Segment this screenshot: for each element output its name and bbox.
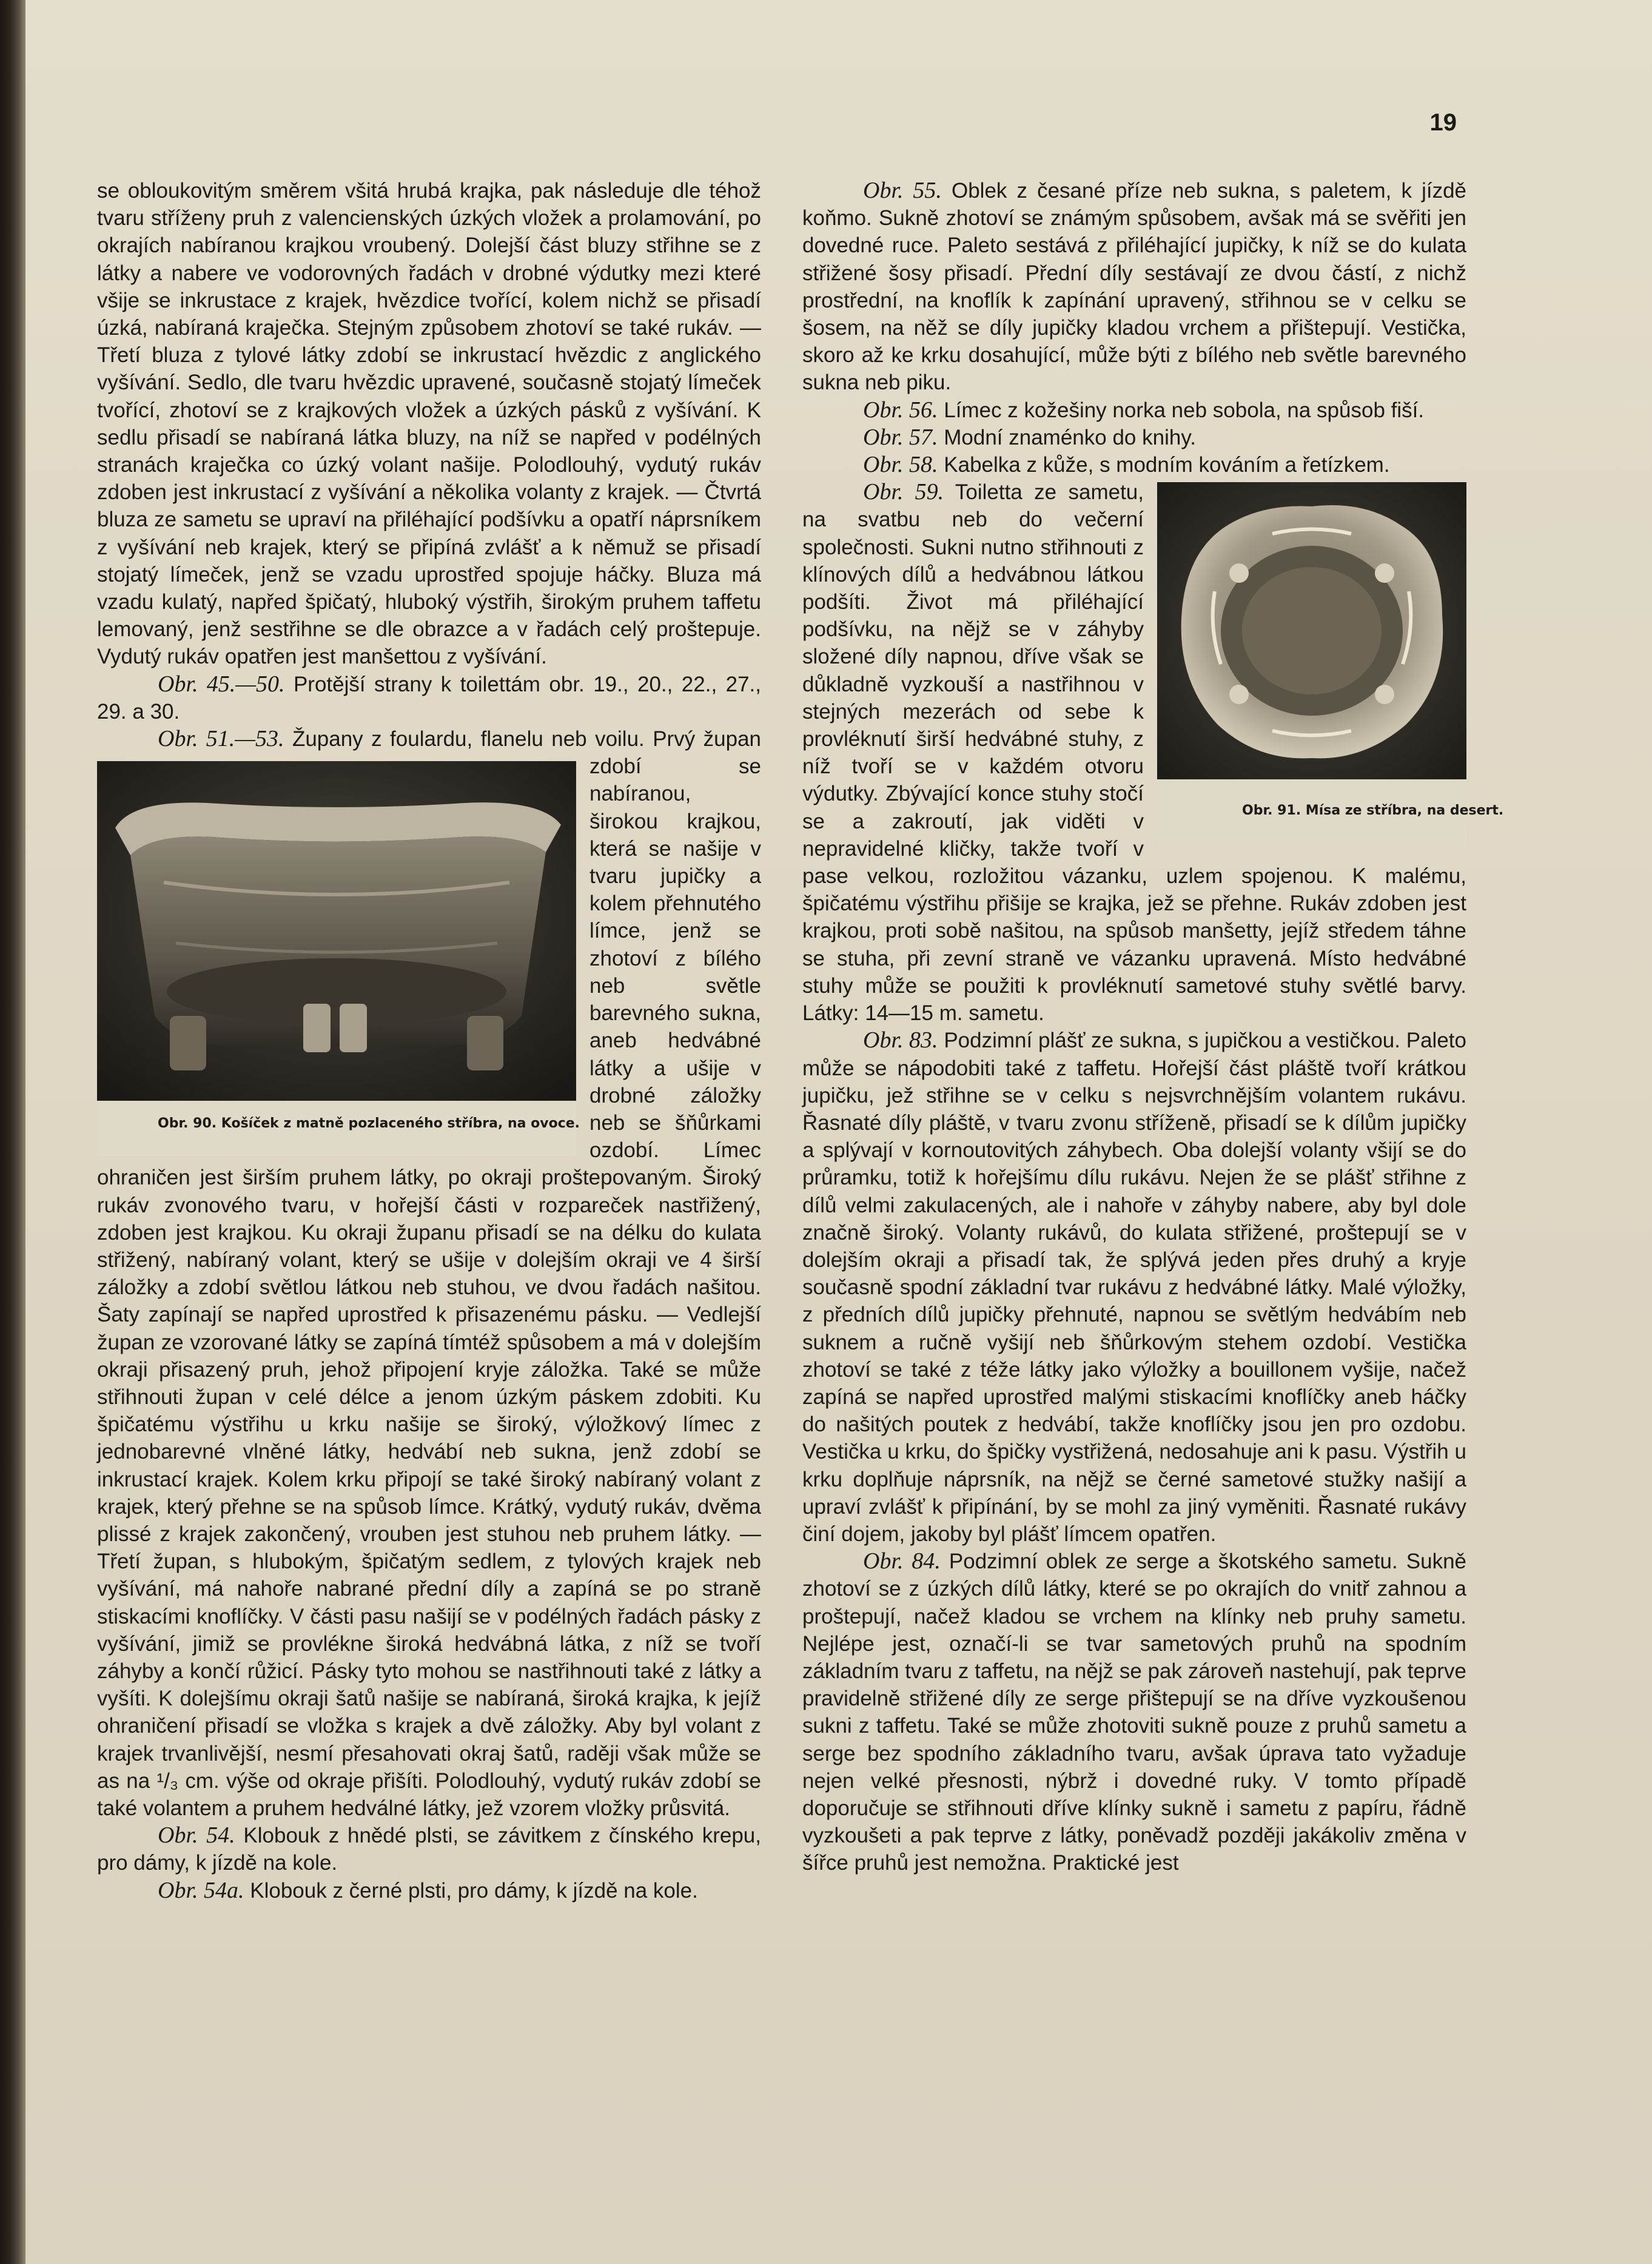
page (25, 0, 1652, 2264)
paragraph-obr-55: Obr. 55. Oblek z česané příze neb sukna, s paletem, k jízdě koňmo. Sukně zhotoví se známým spůsobem, avšak má se svěřiti jen dovedné ruce. Paleto sestává z přiléhající jupičky, k níž se do kulata střižené šosy přisadí. Přední díly sestávají ze dvou částí, z nichž prostřední, na knoflík k zapínání upravený, střihnou se v celku se šosem, na něž se díly jupičky kladou vrchem a přištepují. Vestička, skoro až ke krku dosahující, může býti z bílého neb světle barevného sukna neb piku. (802, 178, 1467, 395)
silver-fruit-basket-photo (97, 761, 576, 1101)
figure-reference: Obr. 83. (863, 1027, 938, 1053)
figure-reference: Obr. 54. (158, 1822, 235, 1849)
paragraph-obr-45-50: Obr. 45.—50. Protější strany k toilettám obr. 19., 20., 22., 27., 29. a 30. (97, 671, 761, 724)
paragraph-obr-84: Obr. 84. Podzimní oblek ze serge a škotského sametu. Sukně zhotoví se z úzkých dílů látky, které se po okrajích do vnitř zahnou a proštepují, načež kladou se vrchem na klínky neb pruhy sametu. Nejlépe jest, označí-li se tvar sametových pruhů na spodním základním tvaru z taffetu, na nějž se pak zároveň nastehují, pak teprve pravidelně střižené díly ze serge přištepují se na dříve vyzkoušenou sukni z taffetu. Také se může zhotoviti sukně pouze z pruhů sametu a serge bez spodního základního tvaru, avšak úprava tato vyžaduje nejen velké přesnosti, nýbrž i dovedné ruky. V tomto případě doporučuje se střihnouti dříve klínky sukně i sametu z papíru, řádně vyzkoušeti a pak teprve z látky, poněvadž později jakákoliv změna v šířce pruhů jest nemožna. Praktické jest (802, 1548, 1466, 1875)
paragraph-obr-56: Obr. 56. Límec z kožešiny norka neb sobola, na spůsob fiší. (863, 397, 1425, 423)
figure-reference: Obr. 54a. (158, 1877, 244, 1903)
right-column (802, 177, 1504, 1877)
paragraph-obr-54: Obr. 54. Klobouk z hnědé plsti, se závitkem z čínského krepu, pro dámy, k jízdě na kole. (97, 1822, 762, 1875)
paragraph-obr-54a: Obr. 54a. Klobouk z černé plsti, pro dámy, k jízdě na kole. (158, 1877, 698, 1903)
paragraph-obr-83: Obr. 83. Podzimní plášť ze sukna, s jupičkou a vestičkou. Paleto může se nápodobiti také z taffetu. Hořejší část pláště tvoří krátkou jupičku, jež střihne se v celku s nejsvrchnějším volantem rukávu. Řasnaté díly pláště, v tvaru zvonu stříženě, přisadí se k dílům jupičky a splývají v kornoutovitých záhybech. Oba dolejší volanty všijí se do průramku, totiž k hořejšímu dílu rukávu. Nejen že se plášť střihne z dílů velmi zakulacených, ale i nahoře v záhyby nabere, aby byl dole značně široký. Volanty rukávů, do kulata střižené, proštepují se v dolejším okraji a přisadí tak, že splývá jeden přes druhý a kryje současně spodní základní tvar rukávu z hedvábné látky. Malé výložky, z předních dílů jupičky přehnuté, napnou se světlým hedvábím neb suknem a ručně vyšijí neb šňůrkovým stehem ozdobí. Vestička zhotoví se také z téže látky jako výložky a bouillonem vyšije, načež zapíná se napřed uprostřed malými stiskacími knoflíčky aneb háčky do našitých poutek z hedvábí, takže knoflíčky jsou jen pro ozdobu. Vestička u krku, do špičky vystřižená, nedosahuje ani k pasu. Výstřih u krku doplňuje náprsník, na nějž se černé sametové stužky našijí a upraví zvlášť k připínání, by se mohl za jiný vyměniti. Řasnaté rukávy činí dojem, jakoby byl plášť límcem opatřen. (802, 1027, 1466, 1546)
figure-reference: Obr. 55. (863, 178, 942, 203)
figure-reference: Obr. 84. (863, 1548, 941, 1574)
left-column (97, 177, 761, 1904)
paragraph-obr-51-53: Obr. 51.—53. Obr. 90. Košíček z matně pozlaceného stříbra, na ovoce. Župany z foulardu, flanelu neb voilu. Prvý župan zdobí se nabíranou, širokou krajkou, která se našije v tvaru jupičky a kolem přehnutého límce, jenž se zhotoví z bílého neb světle barevného sukna, aneb hedvábné látky a ušije v drobné záložky neb se šňůrkami ozdobí. Límec ohraničen jest širším pruhem látky, po okraji proštepovaným. Široký rukáv zvonového tvaru, v hořejší části v rozpareček nastřižený, zdoben jest krajkou. Ku okraji županu přisadí se na délku do kulata střižený, nabíraný volant, který se ušije v dolejším okraji ve 4 širší záložky a zdobí světlou látkou neb stuhou, ve dvou řadách našitou. Šaty zapínají se napřed uprostřed k přisazenému pásku. — Vedlejší župan ze vzorované látky se zapíná tímtéž spůsobem a má v dolejším okraji přisazený pruh, jehož připojení kryje záložka. Také se může střihnouti župan v celé délce a jenom úzkým páskem zdobiti. Ku špičatému výstřihu u krku našije se široký, výložkový límec z jednobarevné vlněné látky, hedvábí neb sukna, jenž zdobí se inkrustací krajek. Kolem krku připojí se také široký nabíraný volant z krajek, který přehne se na spůsob límce. Krátký, vydutý rukáv, dvěma plissé z krajek zakončený, vrouben jest stuhou neb pruhem látky. — Třetí župan, s hlubokým, špičatým sedlem, z tylových krajek neb vyšívání, má nahoře nabrané přední díly a zapíná se po straně stiskacími knoflíčky. V části pasu našijí se v podélných řadách pásky z vyšívání, jimiž se provlékne široká hedvábná látka, z níž se tvoří záhyby a končí růžicí. Pásky tyto mohou se nastřihnouti také z látky a vyšíti. K dolejšímu okraji šatů našije se nabíraná, široká krajka, k jejíž ohraničení přisadí se vložka s krajek a dvě záložky. Aby byl volant z krajek trvanlivější, nesmí přesahovati okraj šatů, raději však může se as na ¹/₃ cm. výše od okraje přišíti. Polodlouhý, vydutý rukáv zdobí se také volantem a pruhem hedválné látky, jež vzorem vložky průsvitá. (97, 726, 761, 1820)
paragraph-obr-57: Obr. 57. Modní znaménko do knihy. (863, 424, 1196, 450)
figure-reference: Obr. 58. (863, 452, 938, 478)
page-number: 19 (1429, 109, 1457, 136)
book-binding-edge (0, 0, 25, 2264)
figure-90 (97, 761, 580, 1155)
figure-reference: Obr. 51.—53. (158, 726, 284, 752)
figure-90-caption: Obr. 90. Košíček z matně pozlaceného stříbra, na ovoce. (158, 1116, 580, 1132)
figure-91-caption: Obr. 91. Mísa ze stříbra, na desert. (1242, 803, 1504, 819)
paragraph-obr-59: Obr. 91. Mísa ze stříbra, na desert. Obr. 59. Toiletta ze sametu, na svatbu neb do večerní společnosti. Sukni nutno střihnouti z klínových dílů a hedvábnou látkou podšíti. Život má přiléhající podšívku, na nějž se v záhyby složené díly napnou, dříve však se důkladně vyzkouší a nastřihnou v stejných mezerách od sebe k provléknutí širší hedvábné stuhy, z níž tvoří se v každém otvoru výdutky. Zbývající konce stuhy stočí se a zakroutí, jak viděti v nepravidelné kličky, takže tvoří v pase velkou, rozložitou vázanku, uzlem spojenou. K malému, špičatému výstřihu přišije se krajka, jež se přehne. Rukáv zdoben jest krajkou, proti sobě našitou, na spůsob manšetty, jejíž středem táhne se stuha, při zevní straně ve vázanku upravená. Místo hedvábné stuhy může se použiti k provléknutí sametové stuhy světlé barvy. Látky: 14—15 m. sametu. (802, 479, 1504, 1026)
figure-reference: Obr. 45.—50. (158, 671, 285, 697)
figure-reference: Obr. 57. (863, 424, 938, 450)
figure-reference: Obr. 56. (863, 397, 938, 423)
silver-dessert-dish-photo (1157, 482, 1466, 779)
paragraph-blouse-continuation: se obloukovitým směrem všitá hrubá krajka, pak následuje dle téhož tvaru stříženy pruh z valencienských úzkých vložek a prolamování, po okrajích nabíranou krajkou vroubený. Dolejší část bluzy střihne se z látky a nabere ve vodorovných řadách v drobné výdutky mezi které všije se inkrustace z krajek, hvězdice tvořící, kolem nichž se přisadí úzká, nabíraná kraječka. Stejným způsobem zhotoví se také rukáv. — Třetí bluza z tylové látky zdobí se inkrustací hvězdic z anglického vyšívání. Sedlo, dle tvaru hvězdic upravené, současně stojatý límeček tvořící, zhotoví se z krajkových vložek a úzkých pásků z vyšívání. K sedlu přisadí se nabíraná látka bluzy, na níž se napřed v podélných stranách kraječka co úzký volant našije. Polodlouhý, vydutý rukáv zdoben jest inkrustací z vyšívání a několika volanty z krajek. — Čtvrtá bluza ze sametu se upraví na přiléhající podšívku a opatří náprsníkem z vyšívání neb krajek, který se připíná zvlášť a k němuž se přisadí stojatý límeček, jenž se vzadu uprostřed spojuje háčky. Bluza má vzadu kulatý, napřed špičatý, hluboký výstřih, širokým pruhem taffetu lemovaný, jenž sestřihne se dle obrazce a v řadách celý proštepuje. Vydutý rukáv opatřen jest manšettou z vyšívání. (97, 179, 761, 669)
paragraph-obr-58: Obr. 58. Kabelka z kůže, s modním kováním a řetízkem. (863, 452, 1390, 478)
figure-reference: Obr. 59. (863, 479, 944, 505)
figure-91 (1157, 482, 1504, 846)
